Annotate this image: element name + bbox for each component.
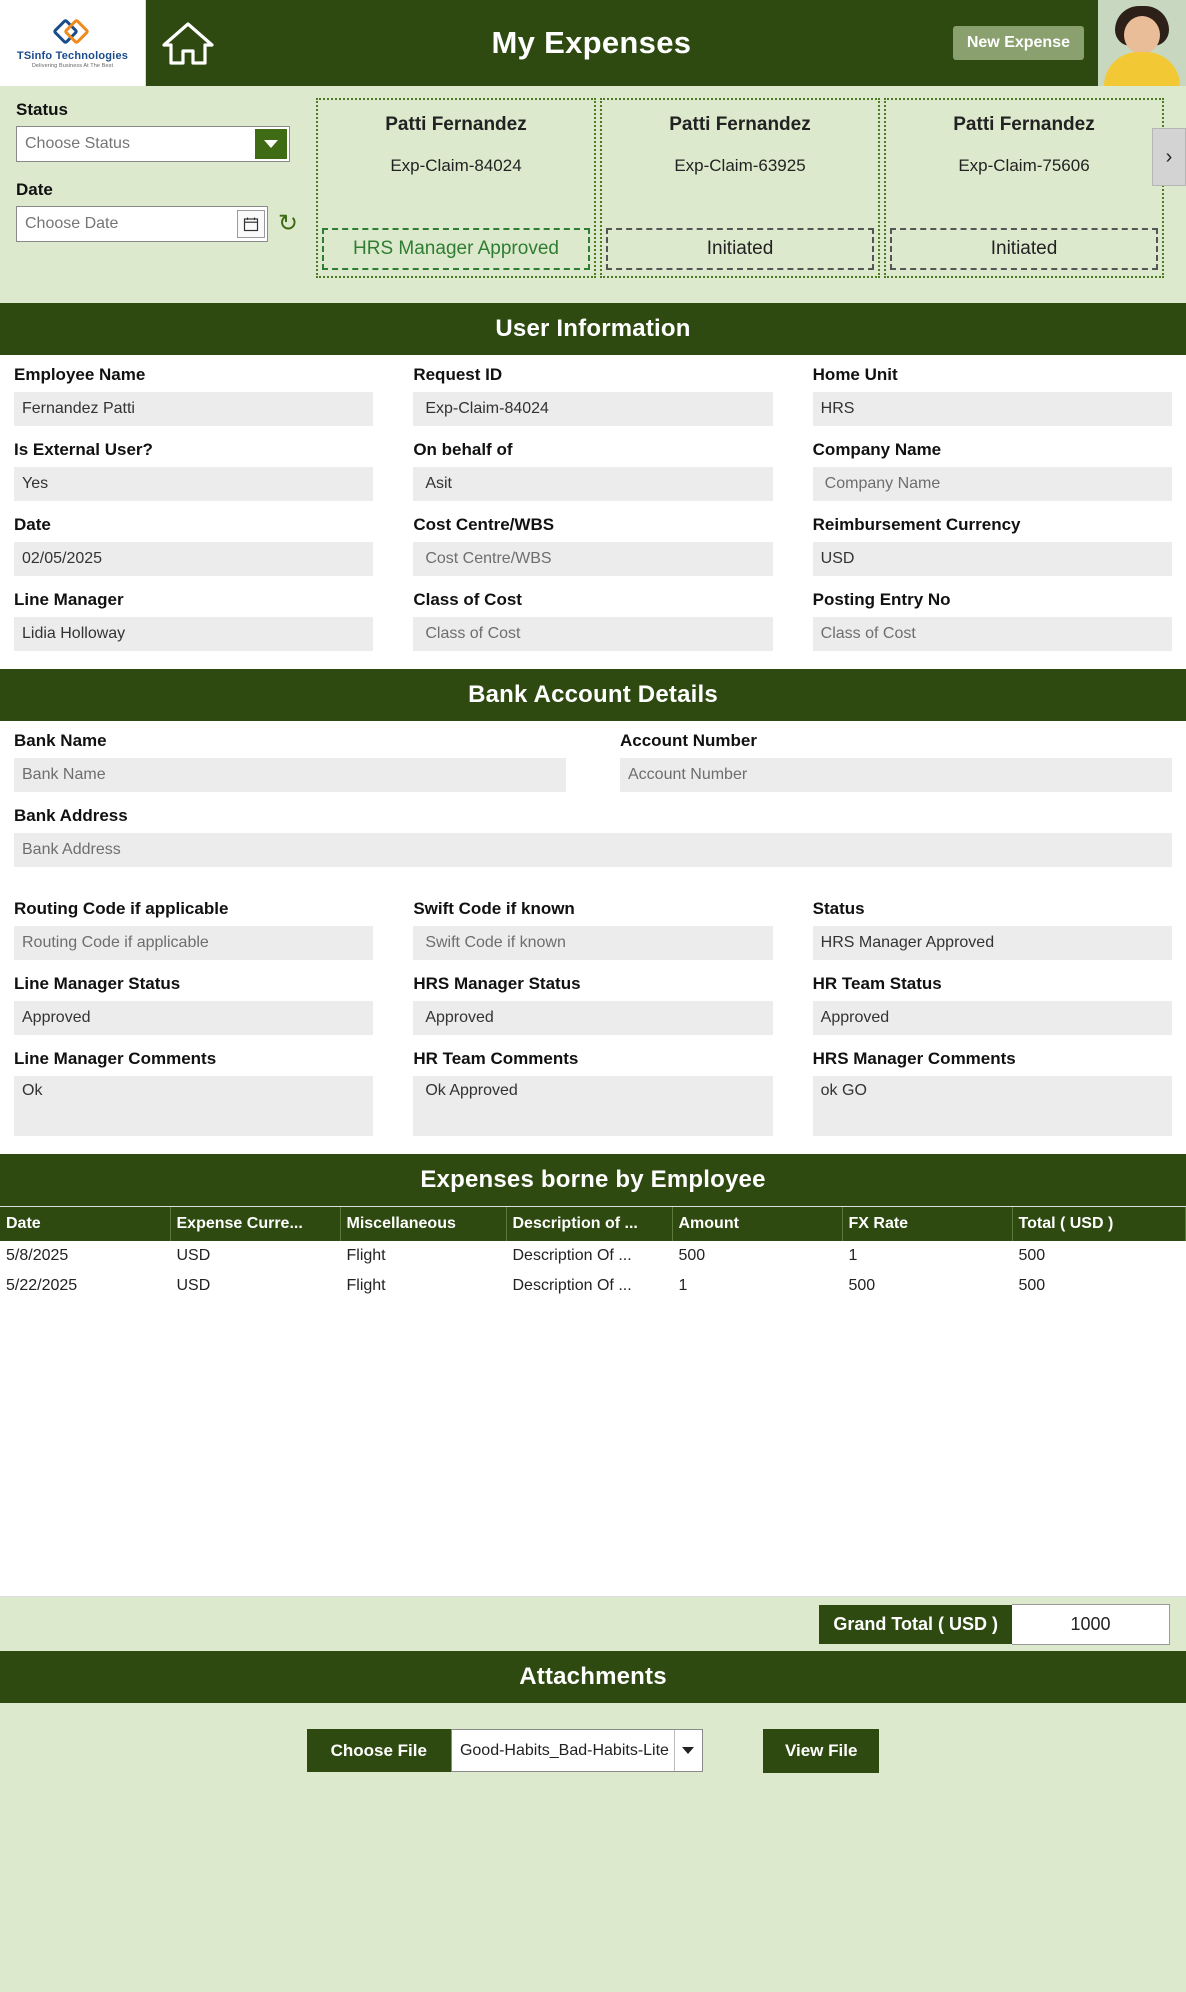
field-label: Class of Cost bbox=[413, 590, 522, 609]
status-select[interactable] bbox=[16, 126, 290, 162]
home-icon bbox=[162, 20, 214, 66]
field-value[interactable]: Fernandez Patti bbox=[14, 392, 373, 426]
grand-total-label: Grand Total ( USD ) bbox=[819, 1605, 1012, 1644]
bank-status-grid bbox=[0, 889, 1186, 1154]
chevron-down-icon[interactable] bbox=[674, 1730, 702, 1771]
field-line-manager-comments bbox=[14, 1049, 373, 1136]
expenses-header: Expenses borne by Employee bbox=[0, 1154, 1186, 1206]
field-label: Employee Name bbox=[14, 365, 146, 384]
field-hr-team-status bbox=[813, 974, 1172, 1035]
field-label: Posting Entry No bbox=[812, 590, 951, 609]
cell-date: 5/22/2025 bbox=[6, 1277, 78, 1294]
field-value[interactable]: HRS Manager Approved bbox=[813, 926, 1172, 960]
field-value[interactable]: Bank Name bbox=[14, 758, 566, 792]
expense-cards bbox=[316, 86, 1186, 303]
expense-card[interactable] bbox=[316, 98, 596, 278]
user-information-header: User Information bbox=[0, 303, 1186, 355]
column-miscellaneous[interactable]: Miscellaneous bbox=[340, 1207, 506, 1241]
attachments-area bbox=[0, 1703, 1186, 1992]
field-value[interactable]: Approved bbox=[14, 1001, 373, 1035]
field-label: HR Team Comments bbox=[413, 1049, 579, 1068]
file-chooser bbox=[307, 1729, 703, 1772]
user-information-grid bbox=[0, 355, 1186, 669]
field-value[interactable]: Ok Approved bbox=[413, 1076, 772, 1136]
field-value[interactable]: Routing Code if applicable bbox=[14, 926, 373, 960]
field-label: Company Name bbox=[812, 440, 942, 459]
field-value[interactable]: Yes bbox=[14, 467, 373, 501]
field-hrs-manager-status bbox=[413, 974, 772, 1035]
logo-icon bbox=[56, 18, 90, 48]
field-is-external-user bbox=[14, 440, 373, 501]
expense-card[interactable] bbox=[884, 98, 1164, 278]
bank-top-grid bbox=[0, 721, 1186, 806]
bank-address-row bbox=[0, 806, 1186, 889]
cell-total: 500 bbox=[1018, 1277, 1046, 1294]
status-badge: HRS Manager Approved bbox=[322, 228, 590, 270]
cell-fx-rate: 500 bbox=[848, 1277, 876, 1294]
status-filter-label: Status bbox=[16, 100, 68, 119]
cell-description: Description Of ... bbox=[512, 1277, 632, 1294]
card-request-id: Exp-Claim-75606 bbox=[958, 156, 1090, 175]
card-request-id: Exp-Claim-63925 bbox=[674, 156, 806, 175]
field-label: Is External User? bbox=[14, 440, 153, 459]
column-total-usd[interactable]: Total ( USD ) bbox=[1012, 1207, 1186, 1241]
attachments-header: Attachments bbox=[0, 1651, 1186, 1703]
choose-file-button[interactable]: Choose File bbox=[307, 1729, 451, 1772]
field-bank-address bbox=[14, 806, 1172, 867]
field-line-manager-status bbox=[14, 974, 373, 1035]
field-label: On behalf of bbox=[413, 440, 513, 459]
grand-total-value: 1000 bbox=[1012, 1604, 1170, 1645]
field-value[interactable]: Approved bbox=[813, 1001, 1172, 1035]
field-class-of-cost bbox=[413, 590, 772, 651]
field-status bbox=[813, 899, 1172, 960]
new-expense-button[interactable]: New Expense bbox=[953, 26, 1084, 60]
field-label: Bank Address bbox=[14, 806, 128, 825]
card-employee-name: Patti Fernandez bbox=[669, 114, 811, 135]
field-label: Cost Centre/WBS bbox=[413, 515, 555, 534]
expense-card[interactable] bbox=[600, 98, 880, 278]
status-badge: Initiated bbox=[606, 228, 874, 270]
expenses-table bbox=[0, 1206, 1186, 1597]
field-value[interactable]: Account Number bbox=[620, 758, 1172, 792]
column-date[interactable]: Date bbox=[0, 1207, 170, 1241]
field-routing-code bbox=[14, 899, 373, 960]
field-reimbursement-currency bbox=[813, 515, 1172, 576]
column-amount[interactable]: Amount bbox=[672, 1207, 842, 1241]
field-cost-centre-wbs bbox=[413, 515, 772, 576]
field-account-number bbox=[620, 731, 1172, 792]
field-employee-name bbox=[14, 365, 373, 426]
grand-total-bar bbox=[0, 1597, 1186, 1651]
field-value[interactable]: ok GO bbox=[813, 1076, 1172, 1136]
field-label: Home Unit bbox=[812, 365, 898, 384]
field-value[interactable]: Exp-Claim-84024 bbox=[413, 392, 772, 426]
chevron-down-icon[interactable] bbox=[255, 129, 287, 159]
field-label: Account Number bbox=[620, 731, 757, 750]
field-value[interactable]: Swift Code if known bbox=[413, 926, 772, 960]
field-home-unit bbox=[813, 365, 1172, 426]
field-company-name bbox=[813, 440, 1172, 501]
cell-currency: USD bbox=[176, 1247, 211, 1264]
date-input[interactable] bbox=[17, 214, 247, 234]
field-value[interactable]: Company Name bbox=[813, 467, 1172, 501]
next-card-button[interactable]: › bbox=[1152, 128, 1186, 186]
status-badge: Initiated bbox=[890, 228, 1158, 270]
cell-miscellaneous: Flight bbox=[346, 1247, 386, 1264]
field-label: Line Manager Status bbox=[14, 974, 181, 993]
field-label: Request ID bbox=[413, 365, 503, 384]
field-hrs-manager-comments bbox=[813, 1049, 1172, 1136]
field-value[interactable]: Approved bbox=[413, 1001, 772, 1035]
field-label: Status bbox=[812, 899, 865, 918]
field-value[interactable]: Class of Cost bbox=[413, 617, 772, 651]
refresh-icon[interactable]: ↻ bbox=[277, 210, 298, 237]
field-value[interactable]: USD bbox=[813, 542, 1172, 576]
field-value[interactable]: Lidia Holloway bbox=[14, 617, 373, 651]
filter-and-cards-strip bbox=[0, 86, 1186, 303]
cell-fx-rate: 1 bbox=[848, 1247, 858, 1264]
cell-miscellaneous: Flight bbox=[346, 1277, 386, 1294]
file-name: Good-Habits_Bad-Habits-Lite bbox=[459, 1741, 669, 1759]
cell-amount: 500 bbox=[678, 1247, 706, 1264]
company-logo bbox=[0, 0, 146, 86]
column-fx-rate[interactable]: FX Rate bbox=[842, 1207, 1012, 1241]
field-value[interactable]: Asit bbox=[413, 467, 772, 501]
field-label: HRS Manager Comments bbox=[812, 1049, 1016, 1068]
field-value[interactable]: Class of Cost bbox=[813, 617, 1172, 651]
app-header bbox=[0, 0, 1186, 86]
filters-panel bbox=[0, 86, 316, 303]
field-posting-entry-no bbox=[813, 590, 1172, 651]
column-description[interactable]: Description of ... bbox=[506, 1207, 672, 1241]
field-value[interactable]: Bank Address bbox=[14, 833, 1172, 867]
column-expense-currency[interactable]: Expense Curre... bbox=[170, 1207, 340, 1241]
table-empty-area bbox=[0, 1301, 1186, 1597]
field-date bbox=[14, 515, 373, 576]
card-request-id: Exp-Claim-84024 bbox=[390, 156, 522, 175]
field-swift-code bbox=[413, 899, 772, 960]
page-title: My Expenses bbox=[491, 25, 692, 60]
field-label: Swift Code if known bbox=[413, 899, 575, 918]
logo-tagline: Delivering Business At The Best bbox=[31, 62, 114, 69]
field-label: Bank Name bbox=[14, 731, 107, 750]
field-bank-name bbox=[14, 731, 566, 792]
field-value[interactable]: 02/05/2025 bbox=[14, 542, 373, 576]
field-label: Line Manager bbox=[14, 590, 124, 609]
date-picker[interactable] bbox=[16, 206, 268, 242]
cell-amount: 1 bbox=[678, 1277, 688, 1294]
bank-account-header: Bank Account Details bbox=[0, 669, 1186, 721]
logo-text: TSinfo Technologies bbox=[16, 49, 129, 62]
status-input[interactable] bbox=[17, 134, 247, 154]
field-request-id bbox=[413, 365, 772, 426]
avatar[interactable] bbox=[1098, 0, 1186, 86]
field-label: Routing Code if applicable bbox=[14, 899, 229, 918]
date-filter-label: Date bbox=[16, 180, 53, 199]
view-file-button[interactable]: View File bbox=[763, 1729, 879, 1773]
field-line-manager bbox=[14, 590, 373, 651]
cell-date: 5/8/2025 bbox=[6, 1247, 69, 1264]
field-label: Reimbursement Currency bbox=[812, 515, 1021, 534]
cell-currency: USD bbox=[176, 1277, 211, 1294]
field-value[interactable]: Cost Centre/WBS bbox=[413, 542, 772, 576]
card-employee-name: Patti Fernandez bbox=[953, 114, 1095, 135]
cell-total: 500 bbox=[1018, 1247, 1046, 1264]
field-hr-team-comments bbox=[413, 1049, 772, 1136]
field-value[interactable]: Ok bbox=[14, 1076, 373, 1136]
table-header-row bbox=[0, 1207, 1186, 1241]
calendar-icon[interactable] bbox=[237, 210, 265, 238]
field-value[interactable]: HRS bbox=[813, 392, 1172, 426]
field-label: HRS Manager Status bbox=[413, 974, 581, 993]
card-employee-name: Patti Fernandez bbox=[385, 114, 527, 135]
table-row[interactable] bbox=[0, 1241, 1186, 1271]
field-label: HR Team Status bbox=[812, 974, 942, 993]
cell-description: Description Of ... bbox=[512, 1247, 632, 1264]
field-on-behalf-of bbox=[413, 440, 772, 501]
table-row[interactable] bbox=[0, 1271, 1186, 1301]
field-label: Line Manager Comments bbox=[14, 1049, 217, 1068]
field-label: Date bbox=[14, 515, 51, 534]
home-button[interactable] bbox=[146, 0, 230, 86]
file-select[interactable] bbox=[451, 1729, 703, 1772]
